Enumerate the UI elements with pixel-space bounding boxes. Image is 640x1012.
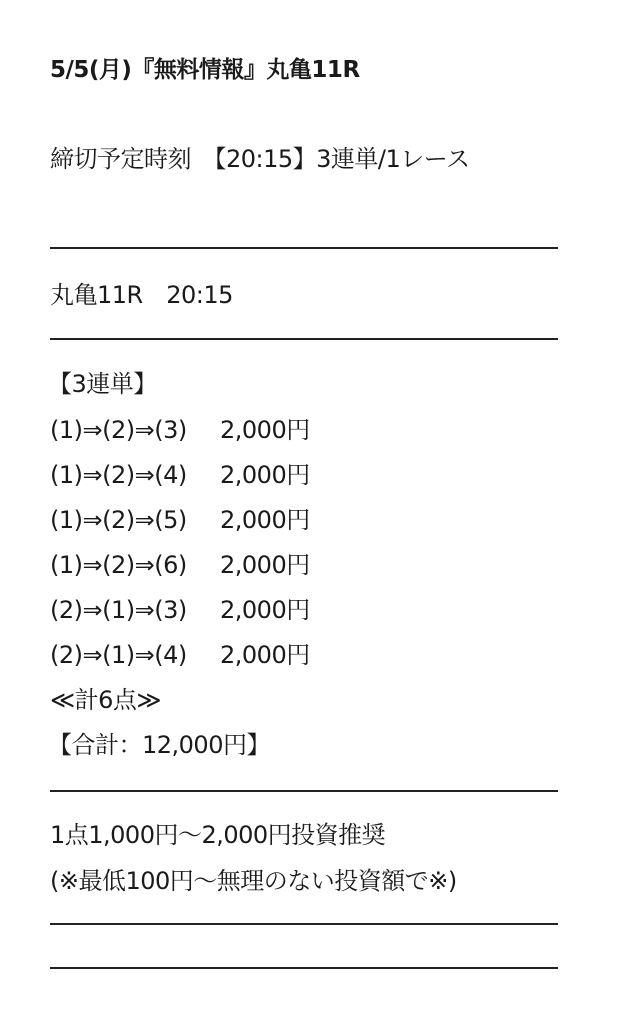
total-amount: 【合計：12,000円】 (48, 731, 270, 759)
bet-amount: 2,000円 (220, 506, 310, 534)
bet-combo: (1)⇒(2)⇒(6) (50, 551, 187, 579)
bet-amount: 2,000円 (220, 596, 310, 624)
race-line: 丸亀11R 20:15 (50, 281, 233, 309)
bet-combo: (2)⇒(1)⇒(4) (50, 641, 187, 669)
investment-recommendation: 1点1,000円〜2,000円投資推奨 (50, 821, 386, 849)
divider (50, 790, 558, 792)
divider (50, 247, 558, 249)
bet-type-heading: 【3連単】 (48, 370, 157, 398)
bet-row (50, 505, 310, 535)
bet-combo: (1)⇒(2)⇒(3) (50, 416, 187, 444)
bet-amount: 2,000円 (220, 416, 310, 444)
bet-combo: (2)⇒(1)⇒(3) (50, 596, 187, 624)
divider (50, 923, 558, 925)
deadline-line: 締切予定時刻 【20:15】3連単/1レース (50, 145, 470, 173)
bet-row (50, 415, 310, 445)
bet-row (50, 550, 310, 580)
divider (50, 967, 558, 969)
bet-combo: (1)⇒(2)⇒(4) (50, 461, 187, 489)
bet-row (50, 595, 310, 625)
bet-amount: 2,000円 (220, 551, 310, 579)
bet-combo: (1)⇒(2)⇒(5) (50, 506, 187, 534)
bet-row (50, 460, 310, 490)
bet-row (50, 640, 310, 670)
bet-amount: 2,000円 (220, 641, 310, 669)
points-count: ≪計6点≫ (50, 686, 162, 714)
bet-amount: 2,000円 (220, 461, 310, 489)
investment-note: (※最低100円〜無理のない投資額で※) (50, 867, 457, 895)
post-title: 5/5(月)『無料情報』丸亀11R (50, 57, 360, 83)
divider (50, 338, 558, 340)
